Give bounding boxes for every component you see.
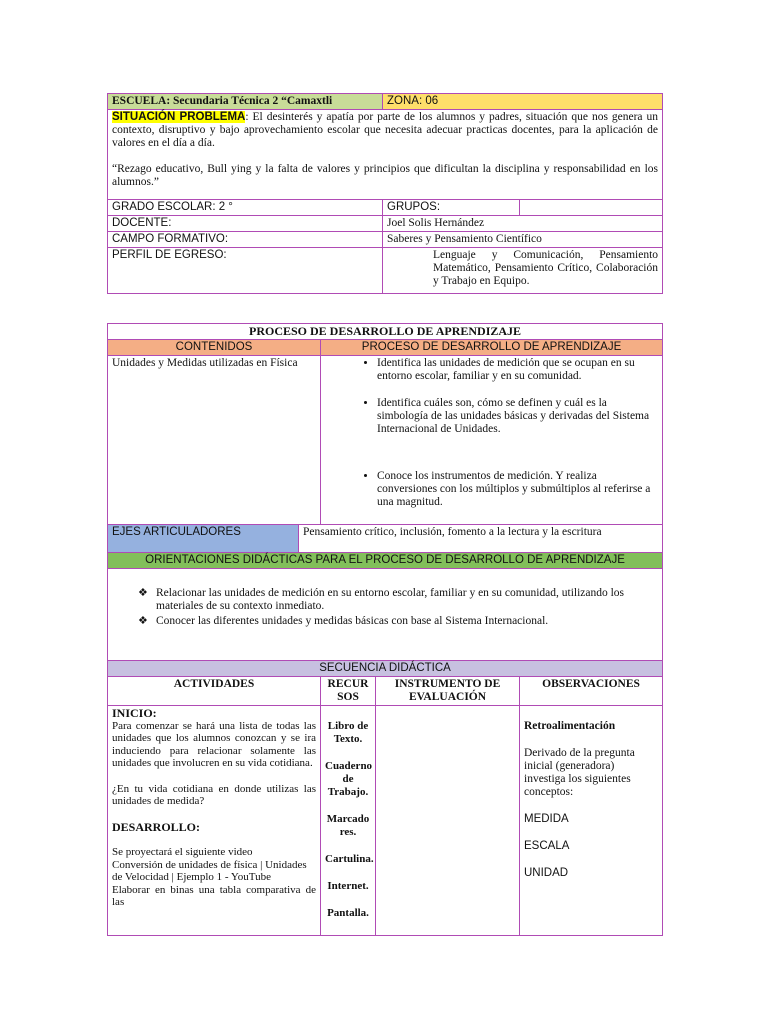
obs-concept: MEDIDA <box>524 813 569 825</box>
recurso-item: Pantalla. <box>327 907 369 919</box>
situacion-cell <box>108 110 663 200</box>
inicio-text: Para comenzar se hará una lista de todas las unidades que los alumnos conozcan y se ira induciendo para relacionar solamente las unidades que involucren en su vida cotidiana. <box>112 719 316 769</box>
proceso-item: • Identifica cuáles son, cómo se definen y cuál es la simbología de las unidades básicas y derivadas del Sistema Internacional de Unidades. <box>377 397 658 436</box>
inicio-label: INICIO: <box>112 706 157 720</box>
pregunta-text: ¿En tu vida cotidiana en donde utilizas las unidades de medida? <box>112 782 316 807</box>
contenido-cell: Unidades y Medidas utilizadas en Física <box>108 356 321 525</box>
diamond-bullet-icon: ❖ <box>138 615 148 627</box>
perfil-value: Lenguaje y Comunicación, Pensamiento Matemático, Pensamiento Crítico, Colaboración y Trabajo en Equipo. <box>383 248 663 294</box>
col-proceso: PROCESO DE DESARROLLO DE APRENDIZAJE <box>321 340 663 356</box>
video-link: Conversión de unidades de física | Unidades de Velocidad | Ejemplo 1 - YouTube <box>112 858 307 883</box>
actividades-cell <box>108 706 321 936</box>
col-actividades: ACTIVIDADES <box>108 677 321 706</box>
secuencia-title: SECUENCIA DIDÁCTICA <box>108 661 663 677</box>
grupos-cell: GRUPOS: <box>383 200 520 216</box>
obs-concept: ESCALA <box>524 840 570 852</box>
escuela-cell: ESCUELA: Secundaria Técnica 2 “Camaxtli <box>108 94 383 110</box>
main-title: PROCESO DE DESARROLLO DE APRENDIZAJE <box>108 324 663 340</box>
zona-cell: ZONA: 06 <box>383 94 663 110</box>
orientaciones-list <box>112 587 658 628</box>
recursos-cell <box>321 706 376 936</box>
proceso-list <box>325 357 658 509</box>
ejes-value: Pensamiento crítico, inclusión, fomento a la lectura y la escritura <box>299 525 663 553</box>
docente-label: DOCENTE: <box>108 216 383 232</box>
col-observaciones: OBSERVACIONES <box>520 677 663 706</box>
recurso-item: Libro de Texto. <box>327 720 369 745</box>
diamond-bullet-icon: ❖ <box>138 587 148 599</box>
col-instrumento: INSTRUMENTO DE EVALUACIÓN <box>376 677 520 706</box>
situacion-label: SITUACIÓN PROBLEMA <box>112 111 246 123</box>
recurso-item: Internet. <box>327 880 369 892</box>
col-contenidos: CONTENIDOS <box>108 340 321 356</box>
campo-value: Saberes y Pensamiento Científico <box>383 232 663 248</box>
grado-cell: GRADO ESCOLAR: 2 ° <box>108 200 383 216</box>
proceso-item: • Conoce los instrumentos de medición. Y realiza conversiones con los múltiplos y submúltiplos al referirse a una magnitud. <box>377 470 658 509</box>
desarrollo-line: Elaborar en binas una tabla comparativa de las <box>112 883 316 908</box>
obs-concept: UNIDAD <box>524 867 569 879</box>
obs-title: Retroalimentación <box>524 720 616 732</box>
perfil-label: PERFIL DE EGRESO: <box>108 248 383 294</box>
orientacion-item: ❖ Relacionar las unidades de medición en su entorno escolar, familiar y en su comunidad, utilizando los materiales de su contexto inmediato. <box>138 587 625 612</box>
proceso-item: • Identifica las unidades de medición que se ocupan en su entorno escolar, familiar y en su comunidad. <box>377 357 658 383</box>
recurso-item: Cuaderno de Trabajo. <box>325 760 373 798</box>
desarrollo-label: DESARROLLO: <box>112 819 201 834</box>
main-table <box>107 323 663 936</box>
recurso-item: Cartulina. <box>325 853 374 865</box>
rezago-text: “Rezago educativo, Bull ying y la falta de valores y principios que dificultan la disciplina y responsabilidad en los alumnos.” <box>112 163 659 188</box>
recurso-item: Marcadores. <box>326 813 370 838</box>
orientaciones-cell <box>108 569 663 661</box>
orientacion-item: ❖ Conocer las diferentes unidades y medidas básicas con base al Sistema Internacional. <box>138 615 549 627</box>
campo-label: CAMPO FORMATIVO: <box>108 232 383 248</box>
proceso-cell <box>321 356 663 525</box>
docente-value: Joel Solis Hernández <box>383 216 663 232</box>
ejes-label: EJES ARTICULADORES <box>108 525 299 553</box>
observaciones-cell <box>520 706 663 936</box>
instrumento-cell <box>376 706 520 936</box>
situacion-text: : El desinterés y apatía por parte de los alumnos y padres, situación que nos genera un contexto, disruptivo y bajo aprovechamiento escolar que necesita adecuar practicas docentes, para la aplicación de valores en el día a día. <box>112 111 659 149</box>
header-table <box>107 93 663 294</box>
obs-text: Derivado de la pregunta inicial (generadora) investiga los siguientes conceptos: <box>524 747 635 798</box>
grupos-value-cell <box>520 200 663 216</box>
orientaciones-title: ORIENTACIONES DIDÁCTICAS PARA EL PROCESO DE DESARROLLO DE APRENDIZAJE <box>108 553 663 569</box>
col-recursos: RECURSOS <box>321 677 376 706</box>
desarrollo-line: Se proyectará el siguiente video <box>112 846 253 858</box>
